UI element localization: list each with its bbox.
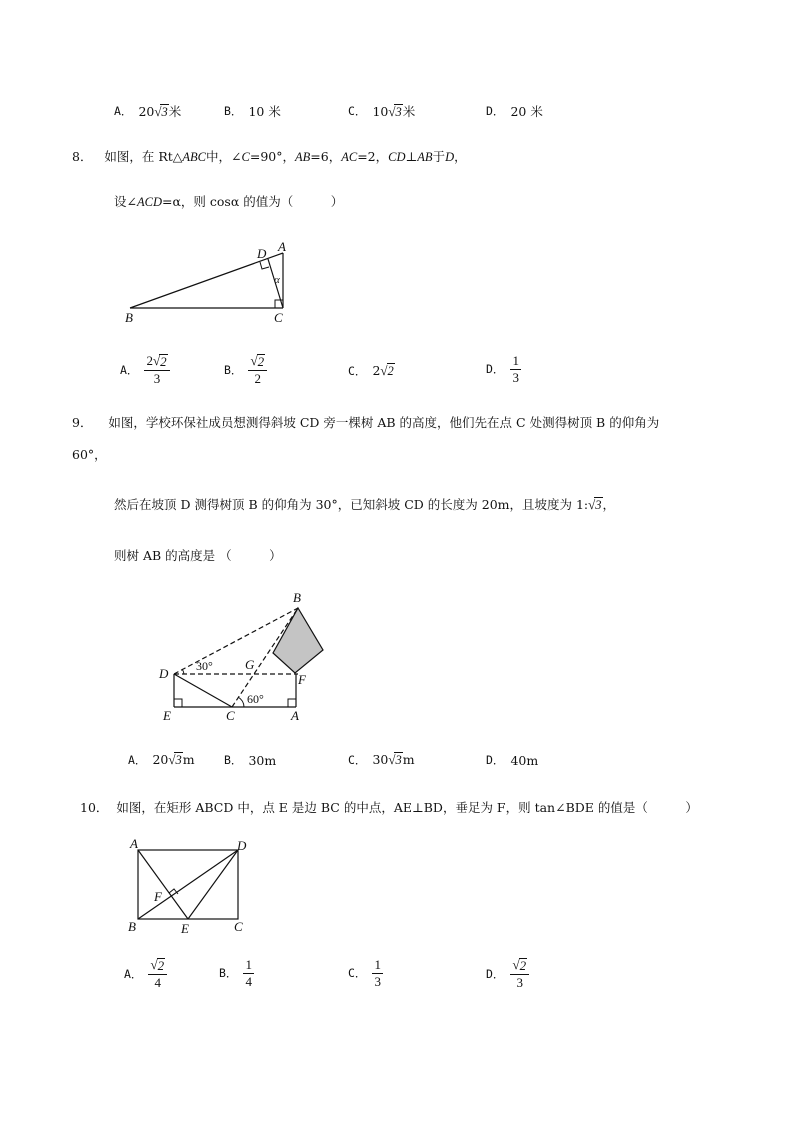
q8-stem-line1: 8． 如图，在 Rt△ABC中，∠C=90°，AB=6，AC=2，CD⊥AB于D， (72, 149, 467, 164)
label-A: A (278, 239, 286, 254)
option-value: 30 √ 3 m (372, 752, 415, 767)
q10-option-b[interactable] (219, 958, 254, 988)
q10-stem: 10． 如图，在矩形 ABCD 中，点 E 是边 BC 的中点，AE⊥BD，垂足为 F，则 tan∠BDE 的值是（ ） (80, 800, 698, 815)
q8-triangle-figure (120, 238, 300, 328)
option-value: 10 米 (248, 104, 281, 119)
label-D: D (257, 246, 267, 261)
option-letter: B． (224, 104, 243, 118)
q8-option-c[interactable] (348, 363, 395, 379)
option-letter: D． (486, 104, 505, 118)
question-number: 8． (72, 149, 93, 164)
option-letter: B． (224, 362, 243, 377)
q10-rectangle-figure (124, 836, 259, 941)
option-value: 20 √ 3 m (152, 752, 195, 767)
q7-option-b[interactable] (224, 102, 281, 120)
label-B: B (128, 919, 136, 934)
q9-stem-line2: 然后在坡顶 D 测得树顶 B 的仰角为 30°，已知斜坡 CD 的长度为 20m，且坡度为 1: √ 3 ， (114, 497, 616, 512)
q8-option-b[interactable] (224, 354, 267, 385)
q8-stem-line2: 设∠ACD=α，则 cosα 的值为（ ） (114, 194, 344, 209)
q9-option-d[interactable] (486, 752, 538, 768)
question-number: 10． (80, 800, 109, 815)
q9-option-c[interactable] (348, 752, 415, 768)
option-letter: C． (348, 364, 367, 378)
q8-option-a[interactable] (120, 354, 170, 385)
q7-option-d[interactable] (486, 102, 543, 120)
option-letter: D． (486, 362, 505, 377)
q9-option-b[interactable] (224, 752, 276, 768)
option-letter: C． (348, 753, 367, 767)
fraction: $\frac{1}{3}$ (374, 957, 381, 989)
label-F: F (298, 672, 306, 687)
label-D: D (237, 838, 247, 853)
option-letter: B． (219, 966, 238, 981)
fraction: $\frac{1}{3}$ (512, 353, 519, 385)
q9-stem-line1: 9． 如图，学校环保社成员想测得斜坡 CD 旁一棵树 AB 的高度，他们先在点 C 处测得树顶 B 的仰角为 (72, 415, 660, 430)
option-letter: C． (348, 104, 367, 118)
option-letter: D． (486, 753, 505, 767)
label-C: C (234, 919, 243, 934)
sqrt: √ 3 (388, 104, 402, 119)
q9-stem-line1b: 60°， (72, 447, 107, 462)
q10-option-c[interactable] (348, 958, 383, 988)
option-value: 10 √ 3 米 (372, 104, 416, 119)
label-angle-30: 30° (196, 659, 213, 673)
option-letter: C． (348, 966, 367, 981)
q7-option-a[interactable] (114, 102, 181, 120)
option-letter: A． (124, 966, 143, 981)
option-letter: B． (224, 753, 243, 767)
option-value: 20 米 (510, 104, 543, 119)
q8-option-d[interactable] (486, 354, 521, 384)
option-value: 20 √ 3 米 (138, 104, 182, 119)
q9-slope-tree-figure (155, 588, 335, 723)
label-alpha: α (274, 274, 280, 286)
option-letter: A． (128, 753, 147, 767)
option-value: 2 √ 2 (372, 363, 394, 378)
label-E: E (181, 921, 189, 936)
option-value: 30m (248, 752, 277, 768)
label-C: C (226, 708, 235, 723)
q7-option-c[interactable] (348, 102, 415, 120)
q9-stem-line3: 则树 AB 的高度是 （ ） (114, 548, 282, 563)
label-G: G (245, 657, 255, 672)
fraction: √ 2 4 (148, 958, 167, 989)
fraction: √ 2 2 (248, 354, 267, 385)
option-letter: A． (114, 104, 133, 118)
sqrt: √ 3 (154, 104, 168, 119)
question-number: 9． (72, 415, 93, 430)
label-D: D (159, 666, 169, 681)
option-letter: D． (486, 966, 505, 981)
label-F: F (154, 889, 162, 904)
q10-option-a[interactable] (124, 958, 167, 989)
label-C: C (274, 310, 283, 325)
label-angle-60: 60° (247, 692, 264, 706)
fraction: $\frac{1}{4}$ (245, 957, 252, 989)
label-A: A (130, 836, 138, 851)
fraction: √ 2 3 (510, 958, 529, 989)
label-E: E (163, 708, 171, 723)
q10-option-d[interactable] (486, 958, 529, 989)
label-B: B (125, 310, 133, 325)
option-value: 40m (510, 752, 539, 768)
q9-option-a[interactable] (128, 752, 195, 768)
sqrt: √ 3 (588, 497, 602, 512)
option-letter: A． (120, 362, 139, 377)
fraction: 2 √ 2 3 (144, 354, 169, 385)
label-A: A (291, 708, 299, 723)
label-B: B (293, 590, 301, 605)
